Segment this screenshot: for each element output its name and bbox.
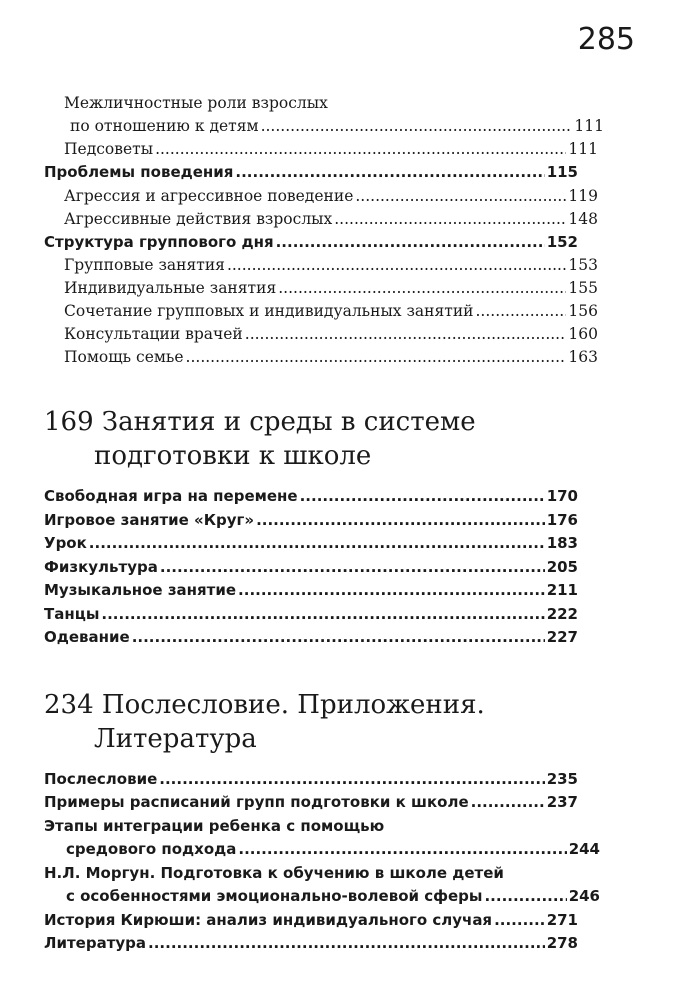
leader-dots <box>238 838 566 862</box>
toc-chapter-page: 246 <box>568 887 600 905</box>
toc-chapter[interactable] <box>44 768 578 792</box>
toc-chapter-page: 211 <box>546 581 578 599</box>
toc-entry-line: Межличностные роли взрослых <box>64 94 328 112</box>
toc-chapter-page: 183 <box>546 534 578 552</box>
toc-chapter-page: 244 <box>568 840 600 858</box>
toc-chapter[interactable] <box>44 885 600 909</box>
toc-chapter[interactable] <box>44 231 578 255</box>
leader-dots <box>471 791 545 815</box>
toc-chapter-title: с особенностями эмоционально-волевой сферы <box>66 887 483 905</box>
toc-entry-title: Агрессия и агрессивное поведение <box>64 186 354 205</box>
toc-chapter-page: 278 <box>546 934 578 952</box>
toc-chapter-page: 176 <box>546 510 578 529</box>
toc-entry[interactable] <box>44 323 598 346</box>
leader-dots <box>186 346 567 369</box>
toc-entry-title: Помощь семье <box>64 348 184 366</box>
leader-dots <box>355 185 566 208</box>
toc-entry-title: по отношению к детям <box>70 117 259 135</box>
table-of-contents <box>44 92 604 956</box>
toc-entry-page: 111 <box>568 140 598 158</box>
toc-chapter-title: История Кирюши: анализ индивидуального случая <box>44 910 493 929</box>
toc-chapter-page: 271 <box>546 910 578 929</box>
toc-section <box>44 405 578 650</box>
toc-chapter[interactable] <box>44 932 578 956</box>
toc-chapter-title: Танцы <box>44 604 100 623</box>
toc-chapter-title: Примеры расписаний групп подготовки к школе <box>44 793 469 811</box>
toc-chapter[interactable] <box>44 626 578 650</box>
leader-dots <box>89 532 545 556</box>
toc-chapter-page: 152 <box>546 232 578 251</box>
section-heading-line2: подготовки к школе <box>94 441 372 471</box>
leader-dots <box>484 885 566 909</box>
section-heading-line2: Литература <box>94 723 257 754</box>
leader-dots <box>245 323 567 346</box>
toc-entry[interactable] <box>44 185 598 208</box>
toc-chapter[interactable] <box>44 909 578 933</box>
toc-entry-page: 155 <box>568 279 598 297</box>
toc-section <box>44 688 600 956</box>
toc-chapter[interactable] <box>44 161 578 185</box>
leader-dots <box>300 485 545 509</box>
toc-chapter-page: 237 <box>546 793 578 811</box>
toc-chapter-page: 205 <box>546 557 578 576</box>
leader-dots <box>256 509 545 533</box>
toc-chapter-page: 170 <box>546 487 578 505</box>
toc-entry-title: Консультации врачей <box>64 325 243 343</box>
section-heading[interactable] <box>44 688 578 756</box>
toc-chapter[interactable] <box>44 838 600 862</box>
toc-entry-page: 119 <box>568 186 598 205</box>
leader-dots <box>476 300 567 323</box>
section-heading-line1: 169 Занятия и среды в системе <box>44 407 476 437</box>
toc-chapter[interactable] <box>44 485 578 509</box>
toc-chapter[interactable] <box>44 791 578 815</box>
toc-chapter-title: Урок <box>44 534 87 552</box>
leader-dots <box>261 115 573 138</box>
toc-entry-page: 156 <box>568 302 598 320</box>
toc-entry-title: Сочетание групповых и индивидуальных занятий <box>64 302 474 320</box>
leader-dots <box>159 768 544 792</box>
toc-chapter[interactable] <box>44 579 578 603</box>
leader-dots <box>148 932 545 956</box>
toc-entry[interactable] <box>44 115 604 138</box>
leader-dots <box>276 231 545 255</box>
toc-entry[interactable] <box>44 254 598 277</box>
section-heading[interactable] <box>44 405 578 473</box>
toc-chapter-title: Структура группового дня <box>44 232 274 251</box>
toc-chapter-page: 235 <box>546 769 578 788</box>
toc-chapter-title: средового подхода <box>66 840 237 858</box>
leader-dots <box>160 556 545 580</box>
section-heading-line1: 234 Послесловие. Приложения. <box>44 689 485 720</box>
leader-dots <box>278 277 566 300</box>
toc-entry[interactable] <box>44 300 598 323</box>
toc-chapter-title: Игровое занятие «Круг» <box>44 510 255 529</box>
toc-chapter-title: Одевание <box>44 628 130 646</box>
toc-entry-page: 153 <box>568 256 598 274</box>
toc-chapter[interactable] <box>44 556 578 580</box>
toc-entry-title: Педсоветы <box>64 140 154 158</box>
toc-entry-page: 160 <box>568 325 598 343</box>
leader-dots <box>101 603 544 627</box>
toc-chapter-title: Музыкальное занятие <box>44 581 237 599</box>
page-number: 285 <box>577 22 635 57</box>
toc-chapter[interactable] <box>44 532 578 556</box>
toc-entry-title: Агрессивные действия взрослых <box>64 209 333 228</box>
toc-chapter[interactable] <box>44 509 578 533</box>
leader-dots <box>494 909 545 933</box>
toc-chapter-title: Послесловие <box>44 769 158 788</box>
leader-dots <box>334 208 566 231</box>
toc-block-continued <box>44 92 604 369</box>
toc-chapter-title: Проблемы поведения <box>44 163 234 181</box>
toc-chapter-line: Этапы интеграции ребенка с помощью <box>44 816 385 835</box>
leader-dots <box>238 579 545 603</box>
leader-dots <box>155 138 566 161</box>
toc-chapter-title: Свободная игра на перемене <box>44 487 298 505</box>
toc-chapter-title: Литература <box>44 934 147 952</box>
toc-chapter[interactable] <box>44 603 578 627</box>
leader-dots <box>227 254 566 277</box>
toc-entry[interactable] <box>44 138 598 161</box>
toc-entry-page: 111 <box>574 117 604 135</box>
toc-chapter-title: Физкультура <box>44 557 158 576</box>
toc-entry[interactable] <box>44 346 598 369</box>
toc-entry-title: Групповые занятия <box>64 256 225 274</box>
toc-chapter-line: Н.Л. Моргун. Подготовка к обучению в школе детей <box>44 863 504 882</box>
toc-entry[interactable] <box>44 208 598 231</box>
toc-entry-title: Индивидуальные занятия <box>64 279 277 297</box>
toc-entry-page: 163 <box>568 348 598 366</box>
toc-entry[interactable] <box>44 277 598 300</box>
toc-chapter-page: 115 <box>546 163 578 181</box>
toc-chapter-page: 227 <box>546 628 578 646</box>
toc-entry-page: 148 <box>568 209 598 228</box>
leader-dots <box>132 626 545 650</box>
toc-chapter-page: 222 <box>546 604 578 623</box>
leader-dots <box>235 161 544 185</box>
